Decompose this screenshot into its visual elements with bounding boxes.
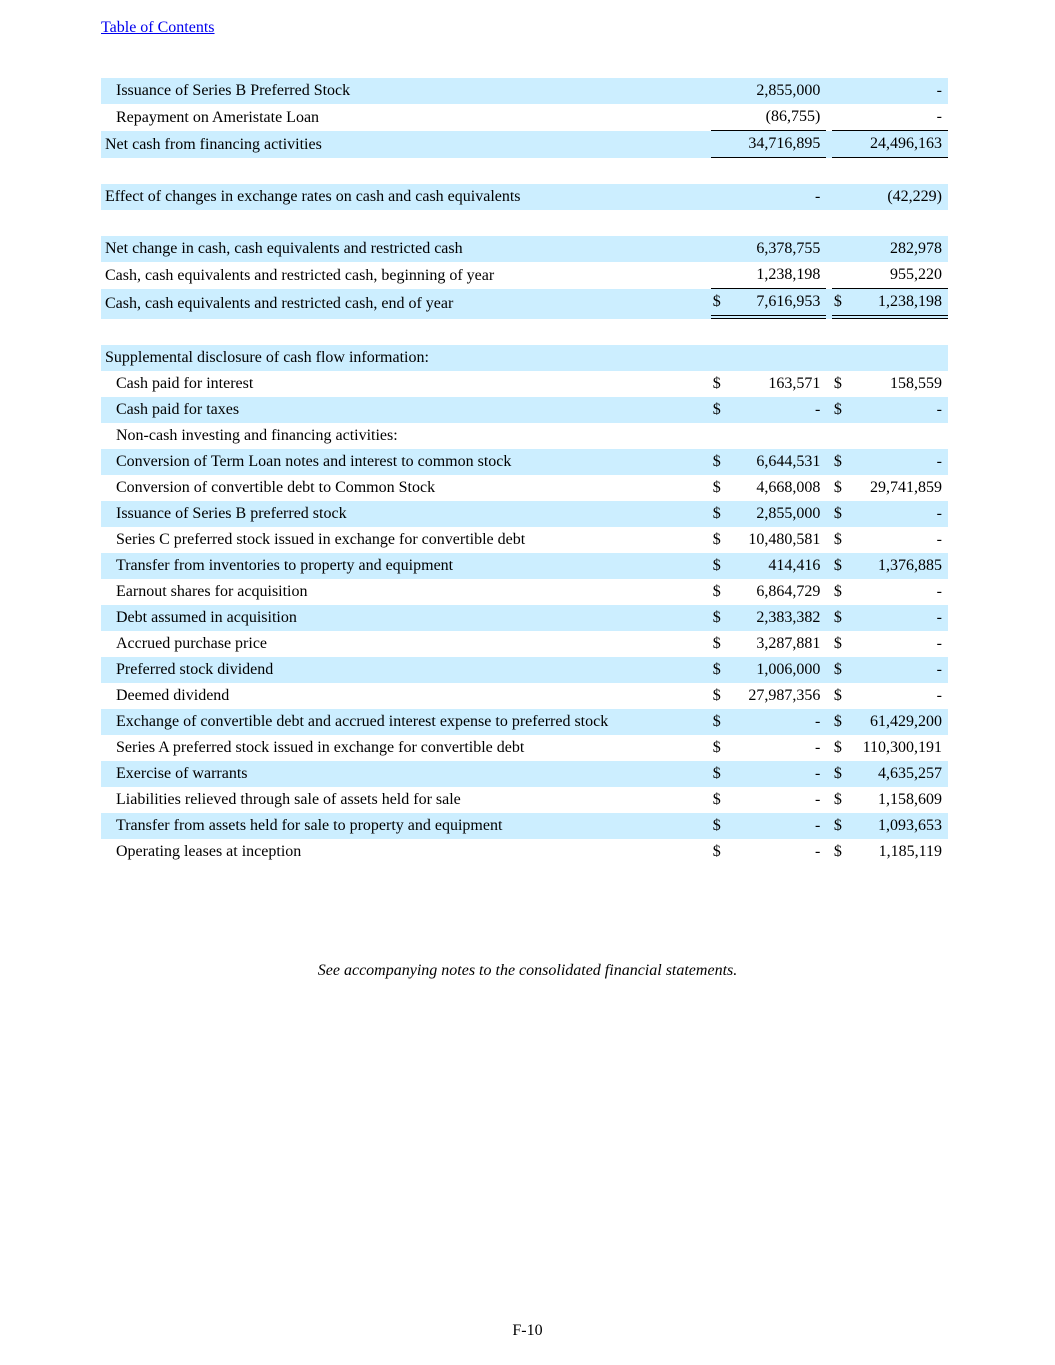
table-row <box>101 104 948 131</box>
value-current-year: 1,006,000 <box>726 657 826 683</box>
value-current-year: 27,987,356 <box>748 687 821 704</box>
currency-symbol-current-year: $ <box>712 791 721 808</box>
row-label: Operating leases at inception <box>116 843 302 860</box>
currency-symbol-prior-year <box>832 262 848 289</box>
value-current-year: 163,571 <box>768 375 821 392</box>
currency-symbol-prior-year: $ <box>833 739 842 756</box>
table-row <box>101 371 948 397</box>
row-label: Issuance of Series B Preferred Stock <box>101 78 705 104</box>
table-row <box>101 787 948 813</box>
currency-symbol-current-year: $ <box>711 709 727 735</box>
currency-symbol-current-year: $ <box>711 761 727 787</box>
financial-statements-note: See accompanying notes to the consolidated financial statements. <box>317 962 738 979</box>
currency-symbol-current-year: $ <box>711 605 727 631</box>
value-current-year: - <box>726 709 826 735</box>
table-row <box>101 423 948 449</box>
table-row <box>101 131 948 158</box>
value-prior-year <box>847 423 948 449</box>
row-label: Cash paid for taxes <box>101 397 705 423</box>
table-row <box>101 501 948 527</box>
table-row <box>101 579 948 605</box>
value-current-year: - <box>814 791 821 808</box>
value-prior-year: 955,220 <box>847 262 948 289</box>
value-prior-year: 61,429,200 <box>847 709 948 735</box>
value-prior-year: 1,185,119 <box>878 843 942 860</box>
value-current-year: 10,480,581 <box>748 531 821 548</box>
value-prior-year <box>847 345 948 371</box>
currency-symbol-prior-year: $ <box>833 479 842 496</box>
currency-symbol-prior-year: $ <box>832 605 848 631</box>
currency-symbol-current-year: $ <box>712 635 721 652</box>
currency-symbol-prior-year: $ <box>832 761 848 787</box>
value-prior-year: 158,559 <box>890 375 942 392</box>
value-current-year: 6,864,729 <box>756 583 821 600</box>
currency-symbol-current-year: $ <box>711 657 727 683</box>
currency-symbol-prior-year <box>832 184 848 210</box>
table-of-contents-link[interactable]: Table of Contents <box>101 19 215 36</box>
row-label: Conversion of convertible debt to Common Stock <box>116 479 436 496</box>
row-label: Net change in cash, cash equivalents and restricted cash <box>101 236 705 262</box>
currency-symbol-prior-year: $ <box>833 375 842 392</box>
table-row <box>101 345 948 371</box>
value-current-year: 414,416 <box>726 553 826 579</box>
value-prior-year: 110,300,191 <box>862 739 942 756</box>
currency-symbol-current-year: $ <box>711 501 727 527</box>
value-current-year: 6,644,531 <box>726 449 826 475</box>
currency-symbol-current-year <box>711 345 727 371</box>
value-current-year: - <box>814 843 821 860</box>
spacer-row <box>101 210 948 236</box>
table-row <box>101 813 948 839</box>
value-prior-year: - <box>936 635 942 652</box>
value-prior-year: - <box>936 687 942 704</box>
value-prior-year: 29,741,859 <box>870 479 942 496</box>
currency-symbol-current-year <box>711 131 727 158</box>
value-prior-year: 1,093,653 <box>847 813 948 839</box>
table-row <box>101 262 948 289</box>
value-prior-year: (42,229) <box>847 184 948 210</box>
value-current-year: (86,755) <box>726 104 826 131</box>
currency-symbol-prior-year: $ <box>832 709 848 735</box>
value-current-year <box>726 345 826 371</box>
row-label: Series A preferred stock issued in exchange for convertible debt <box>116 739 525 756</box>
value-current-year: - <box>726 813 826 839</box>
currency-symbol-current-year <box>711 262 727 289</box>
currency-symbol-prior-year: $ <box>833 531 842 548</box>
value-prior-year: - <box>847 501 948 527</box>
currency-symbol-current-year <box>711 236 727 262</box>
value-current-year: 6,378,755 <box>726 236 826 262</box>
currency-symbol-prior-year <box>832 104 848 131</box>
value-prior-year: - <box>847 449 948 475</box>
value-prior-year: 1,238,198 <box>847 289 948 319</box>
table-row <box>101 236 948 262</box>
currency-symbol-prior-year: $ <box>832 657 848 683</box>
currency-symbol-current-year: $ <box>712 687 721 704</box>
currency-symbol-current-year: $ <box>712 739 721 756</box>
value-current-year: - <box>726 397 826 423</box>
currency-symbol-current-year: $ <box>712 531 721 548</box>
table-row <box>101 631 948 657</box>
currency-symbol-current-year: $ <box>711 289 727 319</box>
table-row <box>101 735 948 761</box>
currency-symbol-prior-year: $ <box>832 553 848 579</box>
row-label: Preferred stock dividend <box>101 657 705 683</box>
row-label: Exchange of convertible debt and accrued interest expense to preferred stock <box>101 709 705 735</box>
row-label: Net cash from financing activities <box>101 131 705 158</box>
table-row <box>101 527 948 553</box>
value-current-year: 1,238,198 <box>726 262 826 289</box>
currency-symbol-prior-year: $ <box>832 449 848 475</box>
table-row <box>101 397 948 423</box>
table-row <box>101 761 948 787</box>
currency-symbol-current-year <box>711 104 727 131</box>
currency-symbol-prior-year <box>832 236 848 262</box>
currency-symbol-prior-year <box>832 345 848 371</box>
value-prior-year: - <box>847 605 948 631</box>
value-current-year: 2,855,000 <box>726 78 826 104</box>
row-label: Exercise of warrants <box>101 761 705 787</box>
row-label: Accrued purchase price <box>116 635 268 652</box>
currency-symbol-current-year <box>711 423 727 449</box>
currency-symbol-current-year: $ <box>712 375 721 392</box>
table-row <box>101 709 948 735</box>
table-row <box>101 289 948 319</box>
value-prior-year: 4,635,257 <box>847 761 948 787</box>
spacer-cell <box>101 210 948 236</box>
row-label: Transfer from inventories to property and equipment <box>101 553 705 579</box>
currency-symbol-prior-year <box>832 423 848 449</box>
row-label: Cash paid for interest <box>116 375 254 392</box>
row-label: Debt assumed in acquisition <box>101 605 705 631</box>
value-prior-year: - <box>847 104 948 131</box>
value-current-year: 2,383,382 <box>726 605 826 631</box>
currency-symbol-prior-year: $ <box>832 397 848 423</box>
currency-symbol-prior-year: $ <box>832 813 848 839</box>
table-row <box>101 683 948 709</box>
row-label: Cash, cash equivalents and restricted cash, beginning of year <box>105 266 495 284</box>
spacer-cell <box>101 319 948 345</box>
value-current-year: - <box>814 739 821 756</box>
currency-symbol-prior-year: $ <box>833 635 842 652</box>
currency-symbol-prior-year <box>832 78 848 104</box>
row-label: Non-cash investing and financing activities: <box>116 427 398 444</box>
table-row <box>101 657 948 683</box>
value-prior-year: 24,496,163 <box>847 131 948 158</box>
currency-symbol-prior-year: $ <box>833 583 842 600</box>
currency-symbol-current-year: $ <box>712 479 721 496</box>
value-current-year: 34,716,895 <box>726 131 826 158</box>
table-row <box>101 184 948 210</box>
table-row <box>101 475 948 501</box>
value-current-year <box>726 423 826 449</box>
currency-symbol-prior-year: $ <box>832 501 848 527</box>
row-label: Issuance of Series B preferred stock <box>101 501 705 527</box>
value-prior-year: - <box>936 531 942 548</box>
row-label: Deemed dividend <box>116 687 230 704</box>
table-row <box>101 839 948 865</box>
value-current-year: 3,287,881 <box>756 635 821 652</box>
value-current-year: - <box>726 184 826 210</box>
value-current-year: 2,855,000 <box>726 501 826 527</box>
value-prior-year: - <box>847 397 948 423</box>
currency-symbol-current-year: $ <box>711 553 727 579</box>
currency-symbol-current-year: $ <box>712 843 721 860</box>
currency-symbol-current-year: $ <box>712 583 721 600</box>
value-current-year: - <box>726 761 826 787</box>
row-label: Series C preferred stock issued in exchange for convertible debt <box>116 531 526 548</box>
currency-symbol-prior-year: $ <box>833 687 842 704</box>
value-prior-year: 1,158,609 <box>878 791 942 808</box>
table-row <box>101 605 948 631</box>
currency-symbol-current-year <box>711 184 727 210</box>
cash-flow-table <box>101 78 948 865</box>
value-current-year: 7,616,953 <box>726 289 826 319</box>
value-prior-year: 1,376,885 <box>847 553 948 579</box>
row-label: Earnout shares for acquisition <box>116 583 308 600</box>
value-current-year: 4,668,008 <box>756 479 821 496</box>
row-label: Conversion of Term Loan notes and interest to common stock <box>101 449 705 475</box>
row-label: Cash, cash equivalents and restricted cash, end of year <box>101 289 705 319</box>
currency-symbol-current-year: $ <box>711 397 727 423</box>
currency-symbol-prior-year <box>832 131 848 158</box>
spacer-row <box>101 319 948 345</box>
spacer-cell <box>101 158 948 184</box>
row-label: Liabilities relieved through sale of assets held for sale <box>116 791 461 808</box>
spacer-row <box>101 158 948 184</box>
currency-symbol-current-year <box>711 78 727 104</box>
currency-symbol-current-year: $ <box>711 813 727 839</box>
table-row <box>101 553 948 579</box>
row-label: Effect of changes in exchange rates on cash and cash equivalents <box>101 184 705 210</box>
row-label: Transfer from assets held for sale to property and equipment <box>101 813 705 839</box>
page-number: F-10 <box>512 1322 543 1339</box>
row-label: Repayment on Ameristate Loan <box>116 108 320 126</box>
currency-symbol-prior-year: $ <box>833 843 842 860</box>
currency-symbol-current-year: $ <box>711 449 727 475</box>
row-label: Supplemental disclosure of cash flow information: <box>101 345 705 371</box>
value-prior-year: - <box>847 78 948 104</box>
table-row <box>101 449 948 475</box>
currency-symbol-prior-year: $ <box>832 289 848 319</box>
value-prior-year: - <box>936 583 942 600</box>
currency-symbol-prior-year: $ <box>833 791 842 808</box>
value-prior-year: - <box>847 657 948 683</box>
table-row <box>101 78 948 104</box>
value-prior-year: 282,978 <box>847 236 948 262</box>
